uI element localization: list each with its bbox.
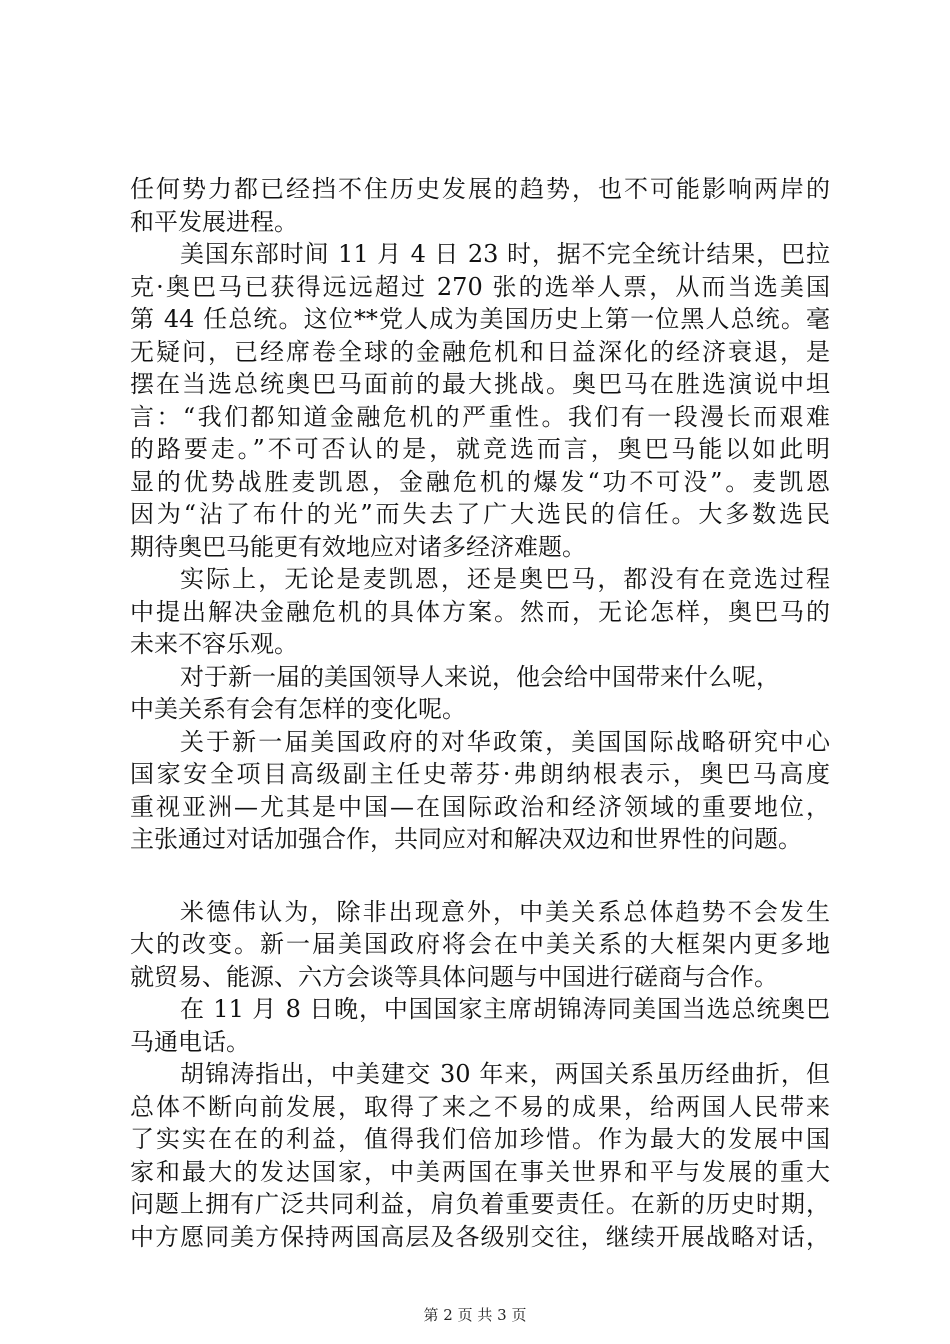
text-line: 胡锦涛指出，中美建交 30 年来，两国关系虽历经曲折，但 [180, 1060, 830, 1088]
text-line: 大的改变。新一届美国政府将会在中美关系的大框架内更多地 [130, 930, 830, 958]
text-line: 总体不断向前发展，取得了来之不易的成果，给两国人民带来 [130, 1092, 830, 1121]
text-line: 美国东部时间 11 月 4 日 23 时，据不完全统计结果，巴拉 [180, 240, 830, 268]
text-line: 言：“我们都知道金融危机的严重性。我们有一段漫长而艰难 [130, 402, 830, 431]
document-body [130, 173, 830, 1253]
text-line: 期待奥巴马能更有效地应对诸多经济难题。 [130, 532, 586, 561]
text-line: 和平发展进程。 [130, 207, 298, 236]
text-line: 重视亚洲—尤其是中国—在国际政治和经济领域的重要地位， [130, 792, 830, 821]
text-line: 第 44 任总统。这位**党人成为美国历史上第一位黑人总统。毫 [130, 305, 830, 333]
text-line: 就贸易、能源、六方会谈等具体问题与中国进行磋商与合作。 [130, 962, 778, 991]
text-line: 问题上拥有广泛共同利益，肩负着重要责任。在新的历史时期， [130, 1190, 830, 1218]
text-line: 马通电话。 [130, 1027, 250, 1056]
text-block-first [130, 173, 830, 856]
text-block-second [130, 896, 830, 1254]
text-line: 中美关系有会有怎样的变化呢。 [130, 695, 466, 723]
text-line: 克·奥巴马已获得远远超过 270 张的选举人票，从而当选美国 [130, 272, 830, 301]
text-line: 关于新一届美国政府的对华政策，美国国际战略研究中心 [180, 727, 830, 756]
text-line: 任何势力都已经挡不住历史发展的趋势，也不可能影响两岸的 [130, 175, 830, 203]
text-line: 摆在当选总统奥巴马面前的最大挑战。奥巴马在胜选演说中坦 [130, 370, 830, 398]
text-line: 中方愿同美方保持两国高层及各级别交往，继续开展战略对话， [130, 1222, 830, 1251]
paragraph-gap [130, 856, 830, 896]
text-line: 米德伟认为，除非出现意外，中美关系总体趋势不会发生 [180, 897, 830, 926]
text-line: 家和最大的发达国家，中美两国在事关世界和平与发展的重大 [130, 1157, 830, 1186]
text-line: 中提出解决金融危机的具体方案。然而，无论怎样，奥巴马的 [130, 597, 830, 626]
page-number-footer: 第 2 页 共 3 页 [423, 1306, 527, 1324]
text-line: 了实实在在的利益，值得我们倍加珍惜。作为最大的发展中国 [130, 1125, 830, 1153]
text-line: 主张通过对话加强合作，共同应对和解决双边和世界性的问题。 [130, 825, 802, 853]
text-line: 无疑问，已经席卷全球的金融危机和日益深化的经济衰退，是 [130, 337, 830, 366]
text-line: 对于新一届的美国领导人来说，他会给中国带来什么呢， [180, 662, 780, 691]
text-line: 显的优势战胜麦凯恩，金融危机的爆发“功不可没”。麦凯恩 [130, 467, 830, 496]
text-line: 国家安全项目高级副主任史蒂芬·弗朗纳根表示，奥巴马高度 [130, 760, 830, 788]
text-line: 实际上，无论是麦凯恩，还是奥巴马，都没有在竞选过程 [180, 565, 830, 593]
text-line: 未来不容乐观。 [130, 630, 298, 658]
text-line: 因为“沾了布什的光”而失去了广大选民的信任。大多数选民 [130, 500, 830, 528]
text-line: 的路要走。”不可否认的是，就竞选而言，奥巴马能以如此明 [130, 435, 830, 463]
text-line: 在 11 月 8 日晚，中国国家主席胡锦涛同美国当选总统奥巴 [180, 995, 830, 1023]
